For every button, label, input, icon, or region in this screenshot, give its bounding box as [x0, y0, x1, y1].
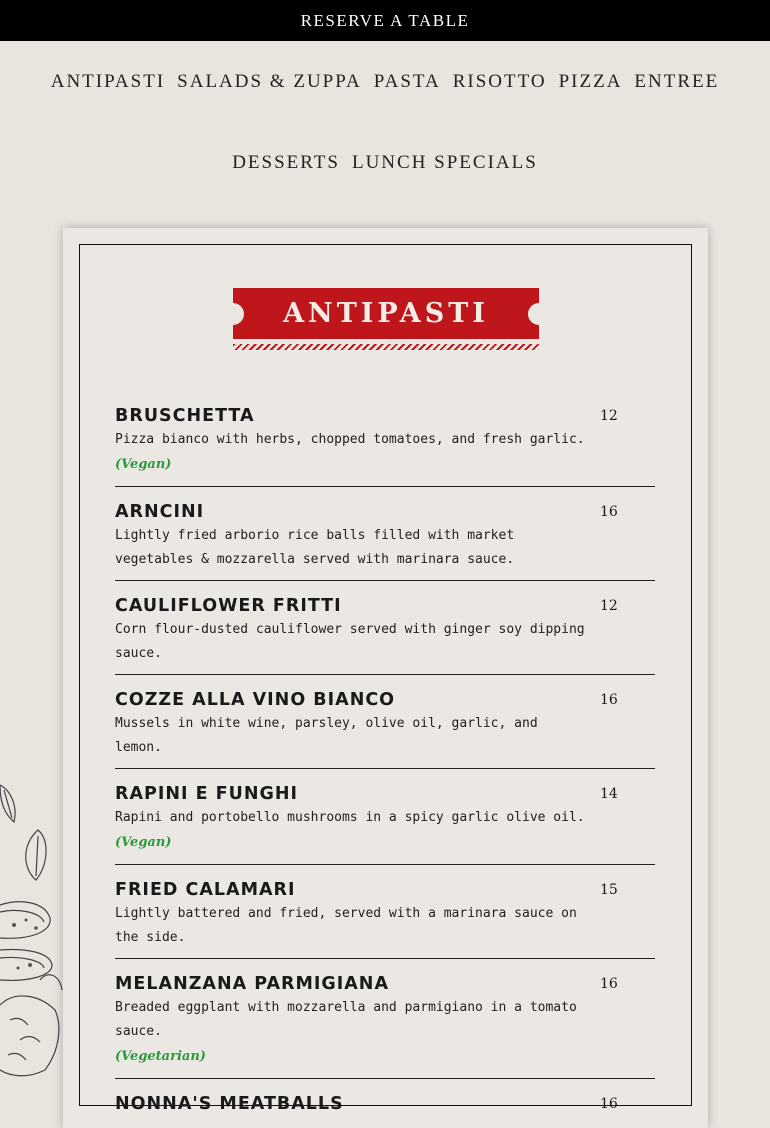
- section-banner: [233, 288, 539, 352]
- menu-item-name: MELANZANA PARMIGIANA: [115, 974, 389, 994]
- nav-pizza[interactable]: PIZZA: [558, 70, 623, 92]
- menu-item-description: Breaded eggplant with mozzarella and parmigiano in a tomato sauce.: [115, 1000, 577, 1039]
- nav-entree[interactable]: ENTREE: [634, 70, 720, 92]
- menu-item: [115, 1079, 655, 1124]
- menu-item: [115, 487, 655, 581]
- menu-item-price: 12: [600, 408, 618, 424]
- nav-antipasti[interactable]: ANTIPASTI: [50, 70, 166, 92]
- reserve-table-button[interactable]: [0, 0, 770, 41]
- menu-item-description: Pizza bianco with herbs, chopped tomatoes, and fresh garlic.: [115, 432, 585, 447]
- menu-item: [115, 581, 655, 675]
- nav-pasta[interactable]: PASTA: [373, 70, 441, 92]
- menu-item-diet-tag: (Vegetarian): [115, 1049, 206, 1064]
- nav-row-2: [0, 122, 770, 203]
- food-sketch-illustration: [0, 770, 64, 1082]
- menu-items-list: [115, 404, 655, 1124]
- menu-item-description: Mussels in white wine, parsley, olive oil, garlic, and lemon.: [115, 716, 538, 755]
- banner-notch-right: [528, 303, 550, 325]
- menu-item-price: 16: [600, 692, 618, 708]
- nav-lunch-specials[interactable]: LUNCH SPECIALS: [351, 151, 538, 173]
- menu-item-name: RAPINI E FUNGHI: [115, 784, 298, 804]
- menu-item-price: 14: [600, 786, 618, 802]
- banner-stripe: [233, 344, 539, 350]
- food-sketch-icon: [0, 770, 64, 1082]
- menu-item: [115, 959, 655, 1079]
- menu-item: [115, 769, 655, 865]
- menu-item-price: 16: [600, 976, 618, 992]
- banner-notch-left: [222, 303, 244, 325]
- menu-item-diet-tag: (Vegan): [115, 457, 172, 472]
- menu-item-name: COZZE ALLA VINO BIANCO: [115, 690, 396, 710]
- menu-item-description: Lightly fried arborio rice balls filled with market vegetables & mozzarella served with marinara sauce.: [115, 528, 515, 567]
- menu-item-diet-tag: (Vegan): [115, 835, 172, 850]
- menu-item-price: 16: [600, 504, 618, 520]
- menu-item-description: Rapini and portobello mushrooms in a spicy garlic olive oil.: [115, 810, 585, 825]
- menu-item-name: ARNCINI: [115, 502, 205, 522]
- menu-item: [115, 675, 655, 769]
- menu-item-price: 16: [600, 1096, 618, 1112]
- menu-card: [63, 228, 708, 1128]
- menu-item-price: 12: [600, 598, 618, 614]
- nav-risotto[interactable]: RISOTTO: [452, 70, 547, 92]
- nav-desserts[interactable]: DESSERTS: [232, 151, 340, 173]
- menu-item-name: BRUSCHETTA: [115, 406, 255, 426]
- menu-item-name: FRIED CALAMARI: [115, 880, 296, 900]
- section-title: ANTIPASTI: [233, 288, 539, 339]
- nav-row-1: [0, 41, 770, 122]
- menu-item-name: CAULIFLOWER FRITTI: [115, 596, 342, 616]
- menu-item-description: Corn flour-dusted cauliflower served with ginger soy dipping sauce.: [115, 622, 585, 661]
- nav-salads-zuppa[interactable]: SALADS & ZUPPA: [177, 70, 362, 92]
- menu-item-name: NONNA'S MEATBALLS: [115, 1094, 344, 1114]
- menu-item: [115, 865, 655, 959]
- reserve-table-label: RESERVE A TABLE: [300, 10, 470, 30]
- menu-category-nav: [0, 41, 770, 203]
- menu-item-price: 15: [600, 882, 618, 898]
- menu-item-description: Lightly battered and fried, served with a marinara sauce on the side.: [115, 906, 577, 945]
- menu-card-border: [79, 244, 692, 1114]
- menu-item: [115, 404, 655, 487]
